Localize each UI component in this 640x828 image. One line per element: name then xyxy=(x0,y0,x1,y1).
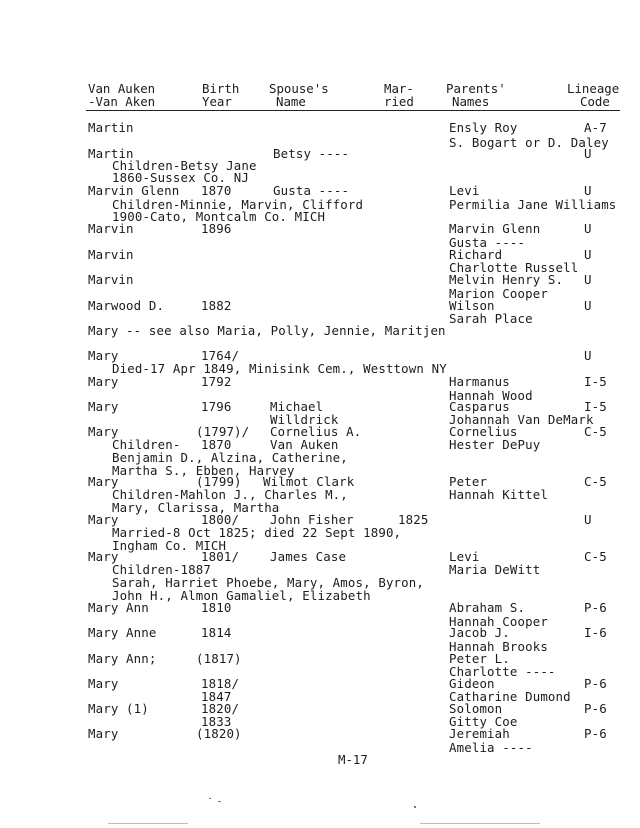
entry-text: U xyxy=(584,298,592,313)
entry-text: Mary xyxy=(88,424,119,439)
entry-text: Children-Minnie, Marvin, Clifford xyxy=(112,197,364,212)
entry-text: Mary xyxy=(88,374,119,389)
scan-edge xyxy=(108,823,188,824)
entry-text: 1896 xyxy=(201,221,232,236)
entry-text: Marvin Glenn xyxy=(449,221,541,236)
entry-text: 1820/ xyxy=(201,701,240,716)
header-lineage-line1: Lineage xyxy=(567,81,620,96)
entry-text: Mary, Clarissa, Martha xyxy=(112,500,280,515)
entry-text: Martin xyxy=(88,120,134,135)
entry-text: Harmanus xyxy=(449,374,510,389)
header-married-line1: Mar- xyxy=(384,81,414,96)
entry-text: Cornelius xyxy=(449,424,518,439)
entry-text: Richard xyxy=(449,247,503,262)
entry-text: Married-8 Oct 1825; died 22 Sept 1890, xyxy=(112,525,402,540)
entry-text: 1810 xyxy=(201,600,232,615)
entry-text: Johannah Van DeMark xyxy=(449,412,594,427)
entry-text: Hannah Wood xyxy=(449,388,533,403)
entry-text: C-5 xyxy=(584,474,607,489)
entry-text: 1882 xyxy=(201,298,232,313)
entry-text: Mary Ann; xyxy=(88,651,157,666)
entry-text: Gideon xyxy=(449,676,495,691)
entry-text: Children-Mahlon J., Charles M., xyxy=(112,487,348,502)
entry-text: Maria DeWitt xyxy=(449,562,541,577)
header-name-line2: -Van Aken xyxy=(88,94,156,109)
entry-text: Children-1887 xyxy=(112,562,211,577)
entry-text: 1814 xyxy=(201,625,232,640)
entry-text: I-5 xyxy=(584,399,607,414)
entry-text: (1799) xyxy=(196,474,242,489)
entry-text: Mary xyxy=(88,348,119,363)
entry-text: 1847 xyxy=(201,689,232,704)
entry-text: 1833 xyxy=(201,714,232,729)
entry-text: Michael xyxy=(270,399,324,414)
entry-text: Gusta ---- xyxy=(449,235,526,250)
entry-text: Charlotte Russell xyxy=(449,260,579,275)
entry-text: Jacob J. xyxy=(449,625,510,640)
header-rule xyxy=(86,110,620,111)
header-birth-line2: Year xyxy=(202,94,232,109)
entry-text: Cornelius A. xyxy=(270,424,362,439)
entry-text: Melvin Henry S. xyxy=(449,272,564,287)
entry-text: Children-Betsy Jane xyxy=(112,158,257,173)
entry-text: (1820) xyxy=(196,726,242,741)
entry-text: Willdrick xyxy=(270,412,339,427)
entry-text: Marion Cooper xyxy=(449,286,548,301)
scan-speck xyxy=(209,798,211,799)
page-number: M-17 xyxy=(338,752,368,767)
entry-text: Mary xyxy=(88,549,119,564)
entry-text: Marvin xyxy=(88,221,134,236)
entry-text: John Fisher xyxy=(270,512,354,527)
entry-text: Mary -- see also Maria, Polly, Jennie, Maritjen xyxy=(88,323,446,338)
entry-text: U xyxy=(584,247,592,262)
entry-text: Betsy ---- xyxy=(273,146,350,161)
entry-text: Hannah Kittel xyxy=(449,487,548,502)
scan-speck xyxy=(218,801,221,802)
entry-text: Gusta ---- xyxy=(273,183,350,198)
entry-text: Ingham Co. MICH xyxy=(112,538,227,553)
entry-text: 1870 xyxy=(201,437,232,452)
header-name-line1: Van Auken xyxy=(88,81,156,96)
entry-text: Mary Ann xyxy=(88,600,149,615)
entry-text: 1900-Cato, Montcalm Co. MICH xyxy=(112,209,326,224)
entry-text: 1801/ xyxy=(201,549,240,564)
entry-text: C-5 xyxy=(584,424,607,439)
entry-text: Hannah Cooper xyxy=(449,614,548,629)
entry-text: Amelia ---- xyxy=(449,740,533,755)
entry-text: Mary xyxy=(88,512,119,527)
header-spouse-line1: Spouse's xyxy=(269,81,329,96)
entry-text: John H., Almon Gamaliel, Elizabeth xyxy=(112,588,371,603)
entry-text: U xyxy=(584,183,592,198)
entry-text: U xyxy=(584,272,592,287)
entry-text: Levi xyxy=(449,183,480,198)
entry-text: Mary xyxy=(88,474,119,489)
entry-text: Martha S., Ebben, Harvey xyxy=(112,463,295,478)
entry-text: I-5 xyxy=(584,374,607,389)
entry-text: C-5 xyxy=(584,549,607,564)
header-parents-line1: Parents' xyxy=(446,81,506,96)
entry-text: Sarah Place xyxy=(449,311,533,326)
entry-text: Van Auken xyxy=(270,437,339,452)
header-married-line2: ried xyxy=(384,94,414,109)
entry-text: Jeremiah xyxy=(449,726,510,741)
header-spouse-line2: Name xyxy=(276,94,306,109)
entry-text: P-6 xyxy=(584,701,607,716)
entry-text: Mary xyxy=(88,676,119,691)
entry-text: Abraham S. xyxy=(449,600,526,615)
entry-text: U xyxy=(584,512,592,527)
entry-text: Hannah Brooks xyxy=(449,639,548,654)
entry-text: Charlotte ---- xyxy=(449,664,556,679)
entry-text: Sarah, Harriet Phoebe, Mary, Amos, Byron, xyxy=(112,575,425,590)
entry-text: (1797)/ xyxy=(196,424,250,439)
entry-text: Ensly Roy xyxy=(449,120,518,135)
entry-text: 1860-Sussex Co. NJ xyxy=(112,170,249,185)
entry-text: Children- xyxy=(112,437,181,452)
entry-text: Wilmot Clark xyxy=(263,474,355,489)
entry-text: S. Bogart or D. Daley xyxy=(449,135,609,150)
scan-speck xyxy=(414,806,416,808)
entry-text: Mary (1) xyxy=(88,701,149,716)
entry-text: I-6 xyxy=(584,625,607,640)
entry-text: P-6 xyxy=(584,676,607,691)
entry-text: 1800/ xyxy=(201,512,240,527)
entry-text: 1764/ xyxy=(201,348,240,363)
entry-text: P-6 xyxy=(584,600,607,615)
entry-text: Hester DePuy xyxy=(449,437,541,452)
entry-text: 1796 xyxy=(201,399,232,414)
entry-text: Benjamin D., Alzina, Catherine, xyxy=(112,450,348,465)
entry-text: 1818/ xyxy=(201,676,240,691)
entry-text: Marwood D. xyxy=(88,298,165,313)
entry-text: Wilson xyxy=(449,298,495,313)
entry-text: Mary xyxy=(88,726,119,741)
entry-text: Catharine Dumond xyxy=(449,689,571,704)
entry-text: Martin xyxy=(88,146,134,161)
entry-text: Permilia Jane Williams xyxy=(449,197,617,212)
entry-text: Casparus xyxy=(449,399,510,414)
entry-text: Levi xyxy=(449,549,480,564)
entry-text: Gitty Coe xyxy=(449,714,518,729)
entry-text: P-6 xyxy=(584,726,607,741)
entry-text: 1825 xyxy=(398,512,429,527)
entry-text: Marvin xyxy=(88,272,134,287)
entry-text: Marvin xyxy=(88,247,134,262)
entry-text: Mary Anne xyxy=(88,625,157,640)
entry-text: U xyxy=(584,146,592,161)
entry-text: Mary xyxy=(88,399,119,414)
header-lineage-line2: Code xyxy=(580,94,610,109)
entry-text: U xyxy=(584,221,592,236)
header-parents-line2: Names xyxy=(452,94,490,109)
entry-text: Peter xyxy=(449,474,488,489)
header-birth-line1: Birth xyxy=(202,81,240,96)
entry-text: U xyxy=(584,348,592,363)
entry-text: James Case xyxy=(270,549,347,564)
entry-text: 1792 xyxy=(201,374,232,389)
entry-text: Solomon xyxy=(449,701,503,716)
entry-text: 1870 xyxy=(201,183,232,198)
entry-text: (1817) xyxy=(196,651,242,666)
entry-text: Peter L. xyxy=(449,651,510,666)
entry-text: A-7 xyxy=(584,120,607,135)
entry-text: Marvin Glenn xyxy=(88,183,180,198)
entry-text: Died-17 Apr 1849, Minisink Cem., Westtown NY xyxy=(112,361,447,376)
scan-edge xyxy=(420,823,540,824)
